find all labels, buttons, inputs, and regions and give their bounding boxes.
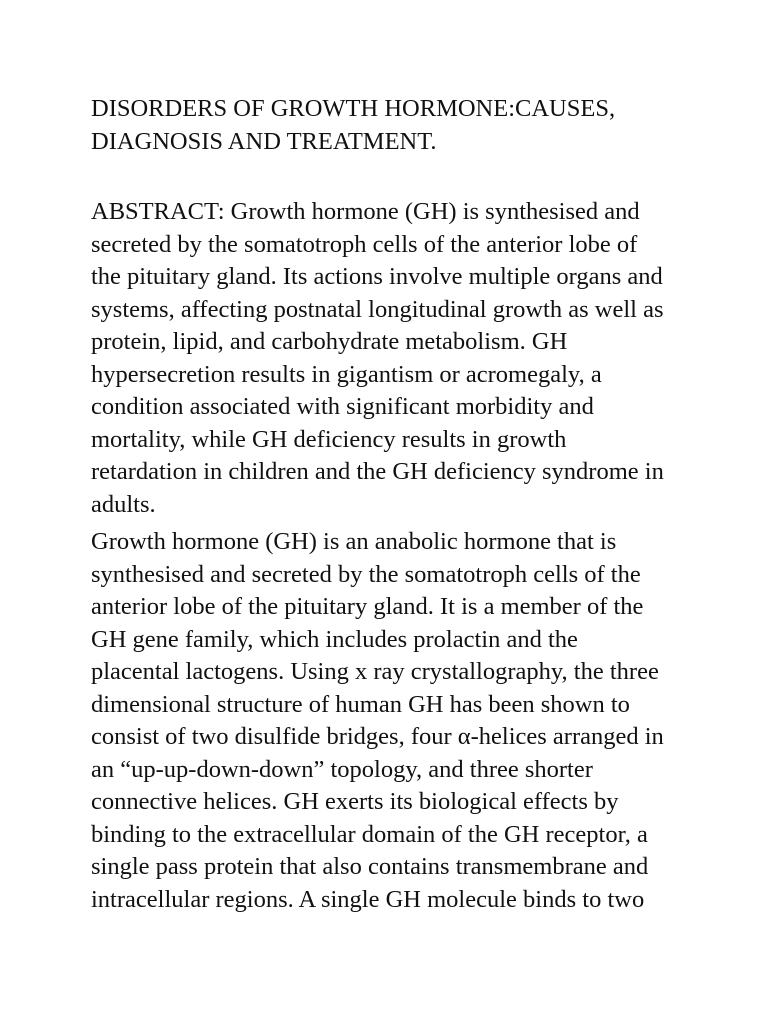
body-line: single pass protein that also contains transmembrane and bbox=[91, 853, 649, 880]
body-paragraph bbox=[91, 526, 691, 916]
body-line: an “up-up-down-down” topology, and three shorter bbox=[91, 755, 593, 783]
body-line: GH gene family, which includes prolactin and the bbox=[91, 625, 578, 653]
body-line: intracellular regions. A single GH molecule binds to two bbox=[91, 885, 645, 913]
abstract-line: mortality, while GH deficiency results in growth bbox=[91, 425, 567, 453]
body-line: connective helices. GH exerts its biological effects by bbox=[91, 788, 619, 815]
abstract-line: systems, affecting postnatal longitudinal growth as well as bbox=[91, 295, 664, 323]
abstract-line: retardation in children and the GH deficiency syndrome in bbox=[91, 458, 664, 485]
abstract-line: secreted by the somatotroph cells of the anterior lobe of bbox=[91, 230, 638, 258]
abstract-line: ABSTRACT: Growth hormone (GH) is synthesised and bbox=[91, 198, 640, 225]
body-line: placental lactogens. Using x ray crystallography, the three bbox=[91, 658, 659, 685]
body-line: dimensional structure of human GH has been shown to bbox=[91, 690, 630, 718]
body-line: binding to the extracellular domain of the GH receptor, a bbox=[91, 820, 648, 848]
abstract-line: protein, lipid, and carbohydrate metabolism. GH bbox=[91, 328, 568, 355]
abstract-line: condition associated with significant morbidity and bbox=[91, 393, 594, 420]
document-title bbox=[91, 93, 691, 158]
title-line: DISORDERS OF GROWTH HORMONE:CAUSES, bbox=[91, 95, 616, 122]
body-line: anterior lobe of the pituitary gland. It is a member of the bbox=[91, 593, 644, 620]
abstract-line: the pituitary gland. Its actions involve multiple organs and bbox=[91, 263, 663, 290]
body-line: consist of two disulfide bridges, four α-helices arranged in bbox=[91, 723, 664, 750]
abstract-line: hypersecretion results in gigantism or acromegaly, a bbox=[91, 360, 602, 388]
abstract-paragraph bbox=[91, 196, 691, 521]
title-line: DIAGNOSIS AND TREATMENT. bbox=[91, 127, 437, 155]
body-line: Growth hormone (GH) is an anabolic hormone that is bbox=[91, 528, 617, 555]
body-line: synthesised and secreted by the somatotroph cells of the bbox=[91, 560, 641, 588]
abstract-line: adults. bbox=[91, 490, 156, 518]
